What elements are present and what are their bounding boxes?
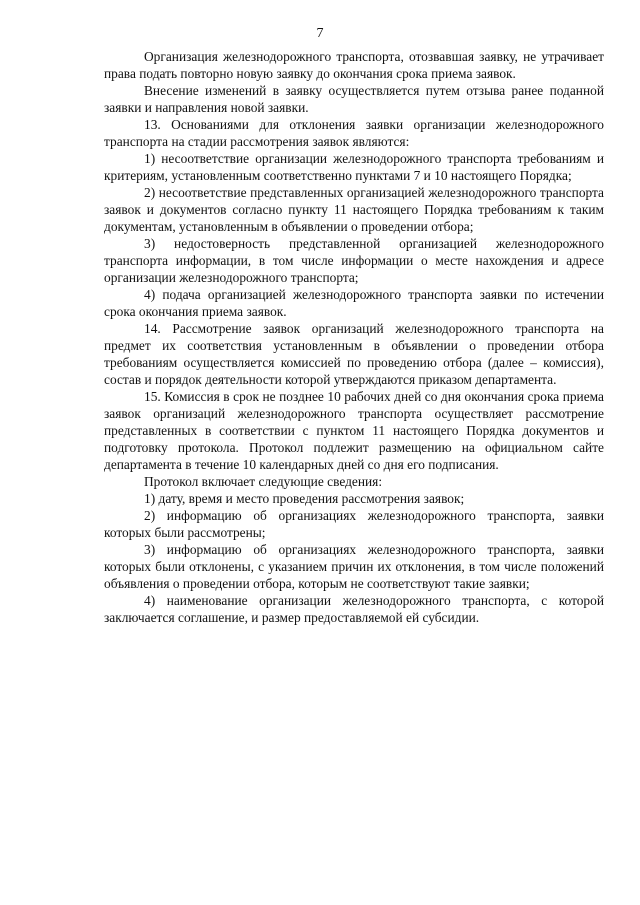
paragraph-application-changes: Внесение изменений в заявку осуществляется путем отзыва ранее поданной заявки и направления новой заявки. — [104, 83, 604, 115]
list-item-protocol-3: 3) информацию об организациях железнодорожного транспорта, заявки которых были отклонены, с указанием причин их отклонения, в том числе положений объявления о проведении отбора, которым не соответствуют такие заявки; — [104, 542, 604, 591]
list-item-protocol-4: 4) наименование организации железнодорожного транспорта, с которой заключается соглашение, и размер предоставляемой ей субсидии. — [104, 593, 604, 625]
paragraph-withdrawal-rights: Организация железнодорожного транспорта, отозвавшая заявку, не утрачивает права подать повторно новую заявку до окончания срока приема заявок. — [104, 49, 604, 81]
list-item-13-1: 1) несоответствие организации железнодорожного транспорта требованиям и критериям, установленным соответственно пунктами 7 и 10 настоящего Порядка; — [104, 151, 604, 183]
paragraph-13-rejection-grounds: 13. Основаниями для отклонения заявки организации железнодорожного транспорта на стадии рассмотрения заявок являются: — [104, 117, 604, 149]
list-item-protocol-1: 1) дату, время и место проведения рассмотрения заявок; — [144, 491, 465, 506]
list-item-13-4: 4) подача организацией железнодорожного транспорта заявки по истечении срока окончания приема заявок. — [104, 287, 604, 319]
list-item-protocol-2: 2) информацию об организациях железнодорожного транспорта, заявки которых были рассмотрены; — [104, 508, 604, 540]
paragraph-15-commission: 15. Комиссия в срок не позднее 10 рабочих дней со дня окончания срока приема заявок организаций железнодорожного транспорта осуществляет рассмотрение представленных в соответствии с пунктом 11 настоящего Порядка документов и подготовку протокола. Протокол подлежит размещению на официальном сайте департамента в течение 10 календарных дней со дня его подписания. — [104, 389, 604, 472]
paragraph-protocol-intro: Протокол включает следующие сведения: — [144, 474, 383, 489]
list-item-13-2: 2) несоответствие представленных организацией железнодорожного транспорта заявок и документов согласно пункту 11 настоящего Порядка требованиям к таким документам, установленным в объявлении о проведении отбора; — [104, 185, 604, 234]
document-body — [104, 48, 604, 626]
page-number: 7 — [316, 26, 324, 41]
list-item-13-3: 3) недостоверность представленной организацией железнодорожного транспорта информации, в том числе информации о месте нахождения и адресе организации железнодорожного транспорта; — [104, 236, 604, 285]
paragraph-14-review: 14. Рассмотрение заявок организаций железнодорожного транспорта на предмет их соответствия установленным в объявлении о проведении отбора требованиям осуществляется комиссией по проведению отбора (далее – комиссия), состав и порядок деятельности которой утверждаются приказом департамента. — [104, 321, 604, 387]
